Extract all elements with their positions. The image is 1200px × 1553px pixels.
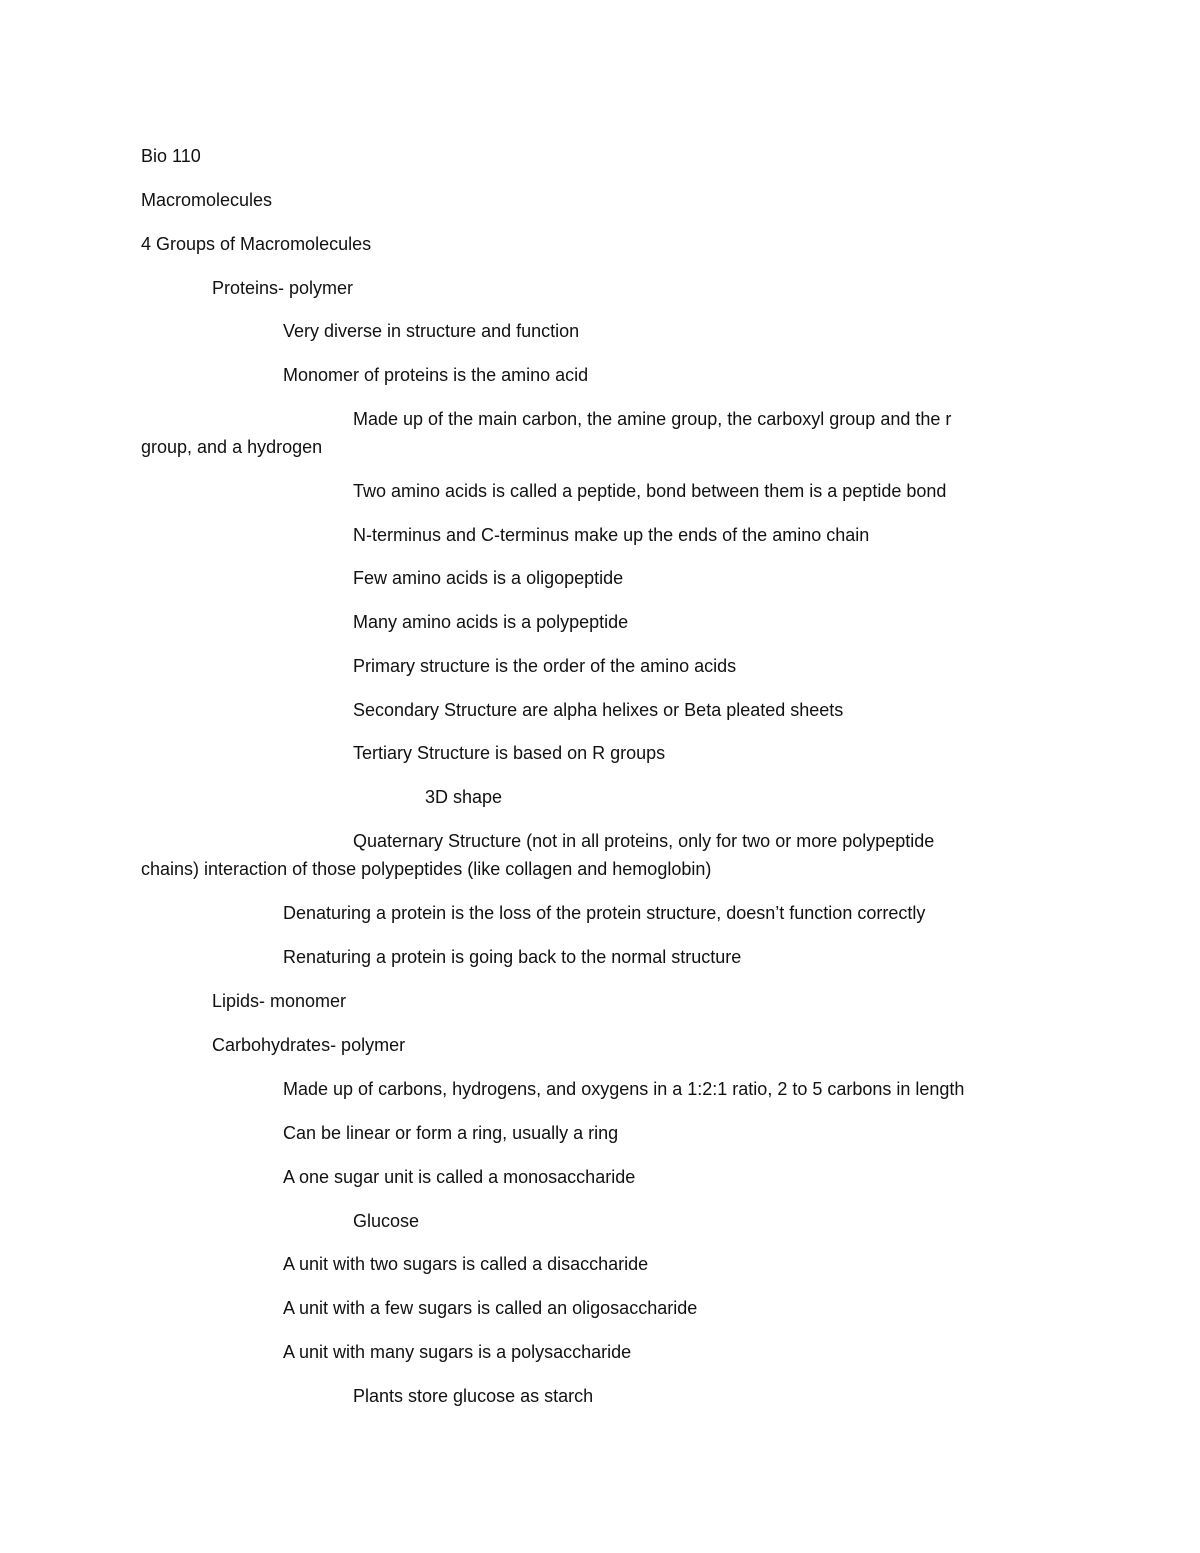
oligosaccharide-line: A unit with a few sugars is called an oligosaccharide <box>283 1298 698 1318</box>
lipids-heading: Lipids- monomer <box>212 991 347 1011</box>
carbohydrates-linear-line: Can be linear or form a ring, usually a ring <box>283 1123 619 1143</box>
monosaccharide-line: A one sugar unit is called a monosaccharide <box>283 1167 636 1187</box>
proteins-heading: Proteins- polymer <box>212 278 354 298</box>
polysaccharide-line: A unit with many sugars is a polysaccharide <box>283 1342 632 1362</box>
secondary-structure-line: Secondary Structure are alpha helixes or Beta pleated sheets <box>353 700 844 720</box>
quaternary-structure-line: Quaternary Structure (not in all proteins, only for two or more polypeptide <box>353 831 935 851</box>
quaternary-structure-continuation: chains) interaction of those polypeptides (like collagen and hemoglobin) <box>141 859 712 879</box>
carbohydrates-made-up-line: Made up of carbons, hydrogens, and oxygens in a 1:2:1 ratio, 2 to 5 carbons in length <box>283 1079 965 1099</box>
shape-3d-line: 3D shape <box>425 787 503 807</box>
denaturing-line: Denaturing a protein is the loss of the protein structure, doesn’t function correctly <box>283 903 926 923</box>
proteins-diverse-line: Very diverse in structure and function <box>283 321 580 341</box>
primary-structure-line: Primary structure is the order of the amino acids <box>353 656 737 676</box>
peptide-line: Two amino acids is called a peptide, bond between them is a peptide bond <box>353 481 947 501</box>
document-title: Bio 110 <box>141 146 201 166</box>
disaccharide-line: A unit with two sugars is called a disaccharide <box>283 1254 649 1274</box>
glucose-line: Glucose <box>353 1211 420 1231</box>
polypeptide-line: Many amino acids is a polypeptide <box>353 612 629 632</box>
document-subtitle: Macromolecules <box>141 190 273 210</box>
proteins-monomer-line: Monomer of proteins is the amino acid <box>283 365 589 385</box>
oligopeptide-line: Few amino acids is a oligopeptide <box>353 568 624 588</box>
starch-line: Plants store glucose as starch <box>353 1386 594 1406</box>
renaturing-line: Renaturing a protein is going back to the normal structure <box>283 947 742 967</box>
terminus-line: N-terminus and C-terminus make up the ends of the amino chain <box>353 525 870 545</box>
groups-heading: 4 Groups of Macromolecules <box>141 234 372 254</box>
tertiary-structure-line: Tertiary Structure is based on R groups <box>353 743 666 763</box>
amino-acid-made-up-line: Made up of the main carbon, the amine group, the carboxyl group and the r <box>353 409 952 429</box>
carbohydrates-heading: Carbohydrates- polymer <box>212 1035 406 1055</box>
amino-acid-made-up-continuation: group, and a hydrogen <box>141 437 323 457</box>
